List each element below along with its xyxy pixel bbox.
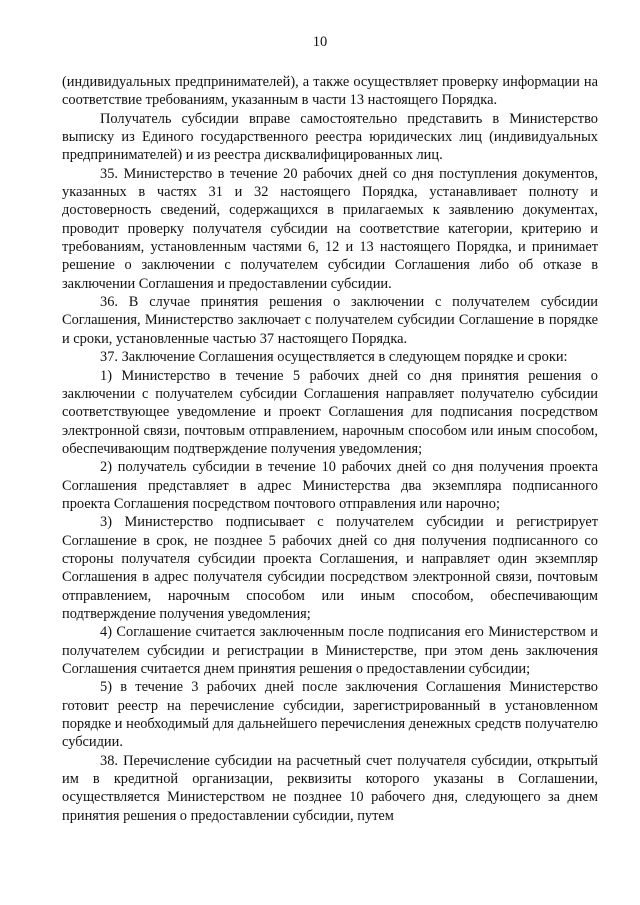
paragraph-clause-37-item-1: 1) Министерство в течение 5 рабочих дней со дня принятия решения о заключении с получателем субсидии Соглашения направляет получателю субсидии соответствующее уведомление и проект Соглашения для подписания посредством электронной связи, почтовым отправлением, нарочным способом или иным способом, обеспечивающим подтверждение получения уведомления; <box>62 367 598 457</box>
paragraph-extract-note: Получатель субсидии вправе самостоятельно представить в Министерство выписку из Единого государственного реестра юридических лиц (индивидуальных предпринимателей) и из реестра дисквалифицированных лиц. <box>62 110 598 164</box>
paragraph-clause-37: 37. Заключение Соглашения осуществляется в следующем порядке и сроки: <box>100 349 568 366</box>
paragraph-clause-37-item-4: 4) Соглашение считается заключенным после подписания его Министерством и получателем субсидии и регистрации в Министерстве, при этом день заключения Соглашения считается днем принятия решения о предоставлении субсидии; <box>62 624 598 677</box>
document-body <box>62 73 598 825</box>
page-number: 10 <box>312 34 328 50</box>
paragraph-clause-37-item-5: 5) в течение 3 рабочих дней после заключения Соглашения Министерство готовит реестр на перечисление субсидии, зарегистрированный в установленном порядке и необходимый для дальнейшего перечисления денежных средств получателю субсидии. <box>62 679 598 751</box>
paragraph-clause-37-item-3: 3) Министерство подписывает с получателем субсидии и регистрирует Соглашение в срок, не позднее 5 рабочих дней со дня получения подписанного со стороны получателя субсидии проекта Соглашения, и направляет один экземпляр Соглашения в адрес получателя субсидии посредством электронной связи, почтовым отправлением, нарочным способом или иным способом, обеспечивающим подтверждение получения уведомления; <box>62 514 598 622</box>
paragraph-clause-38: 38. Перечисление субсидии на расчетный счет получателя субсидии, открытый им в кредитной организации, реквизиты которого указаны в Соглашении, осуществляется Министерством не позднее 10 рабочего дня, следующего за днем принятия решения о предоставлении субсидии, путем <box>62 752 598 824</box>
paragraph-clause-37-item-2: 2) получатель субсидии в течение 10 рабочих дней со дня получения проекта Соглашения представляет в адрес Министерства два экземпляра подписанного проекта Соглашения посредством почтового отправления или нарочно; <box>62 459 598 512</box>
paragraph-continuation: (индивидуальных предпринимателей), а также осуществляет проверку информации на соответствие требованиям, указанным в части 13 настоящего Порядка. <box>62 74 598 109</box>
paragraph-clause-35: 35. Министерство в течение 20 рабочих дней со дня поступления документов, указанных в частях 31 и 32 настоящего Порядка, устанавливает полноту и достоверность сведений, содержащихся в прилагаемых к заявлению документах, проводит проверку получателя субсидии на соответствие категории, критерию и требованиям, установленным частями 6, 12 и 13 настоящего Порядка, и принимает решение о заключении с получателем субсидии Соглашения либо об отказе в заключении Соглашения и предоставлении субсидии. <box>62 165 598 292</box>
paragraph-clause-36: 36. В случае принятия решения о заключении с получателем субсидии Соглашения, Министерство заключает с получателем субсидии Соглашение в порядке и сроки, установленные частью 37 настоящего Порядка. <box>62 294 598 347</box>
